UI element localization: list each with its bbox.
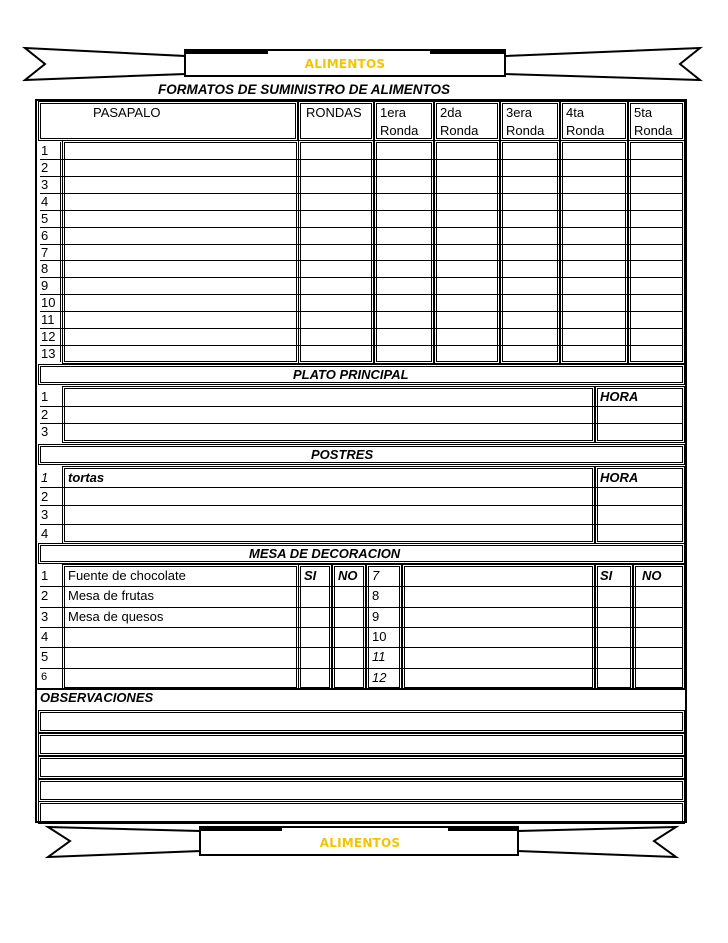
table-row[interactable]	[40, 468, 683, 487]
pasapalo-number-divider	[60, 142, 61, 362]
row-number: 12	[41, 329, 56, 345]
row-number: 3	[41, 608, 49, 624]
ronda-4-header	[562, 103, 626, 139]
table-row[interactable]	[40, 524, 683, 543]
ronda-5-number: 5ta	[634, 105, 653, 120]
table-row[interactable]	[40, 277, 683, 294]
observaciones-line[interactable]	[40, 735, 683, 754]
ronda-1-label: Ronda	[380, 123, 419, 138]
row-number: 5	[41, 210, 49, 226]
table-row[interactable]	[40, 176, 683, 193]
table-row[interactable]	[40, 193, 683, 210]
ronda-5-header	[630, 103, 683, 139]
table-row[interactable]	[40, 668, 683, 688]
mesa-item-label: Mesa de quesos	[68, 608, 164, 624]
observaciones-top-border	[37, 688, 685, 690]
row-number: 2	[41, 159, 49, 175]
postres-bar	[40, 446, 683, 463]
banner-top-label: ALIMENTOS	[304, 57, 386, 71]
table-row[interactable]	[40, 159, 683, 176]
ronda-3-number: 3era	[506, 105, 533, 120]
row-number: 3	[41, 507, 49, 522]
row-number: 1	[41, 389, 49, 404]
ronda-2-label: Ronda	[440, 123, 479, 138]
row-number: 1	[41, 568, 49, 583]
plato-principal-heading: PLATO PRINCIPAL	[293, 367, 409, 382]
form-title: FORMATOS DE SUMINISTRO DE ALIMENTOS	[158, 82, 451, 97]
ronda-3-header	[502, 103, 558, 139]
row-number: 2	[41, 488, 49, 504]
observaciones-heading: OBSERVACIONES	[40, 690, 154, 705]
row-number: 4	[41, 629, 49, 644]
ronda-4-label: Ronda	[566, 123, 605, 138]
top-banner	[0, 46, 728, 86]
table-row[interactable]	[40, 260, 683, 277]
table-row[interactable]	[40, 227, 683, 244]
row-number: 5	[41, 649, 49, 665]
row-number: 3	[41, 176, 49, 192]
row-number: 7	[41, 244, 49, 260]
observaciones-line[interactable]	[40, 803, 683, 822]
bottom-banner	[0, 823, 728, 863]
row-number: 9	[41, 278, 49, 294]
row-number: 1	[41, 470, 49, 485]
table-row[interactable]	[40, 244, 683, 261]
ronda-4-number: 4ta	[566, 105, 585, 120]
plato-principal-bar	[40, 366, 683, 383]
table-row[interactable]	[40, 423, 683, 441]
row-number: 1	[41, 143, 49, 158]
mesa-decoracion-heading: MESA DE DECORACION	[249, 546, 401, 561]
table-row[interactable]	[40, 388, 683, 406]
ronda-5-label: Ronda	[634, 123, 673, 138]
mesa-no-label: NO	[338, 568, 358, 583]
table-row[interactable]	[40, 311, 683, 328]
row-number: 2	[41, 406, 49, 422]
postres-hora-label: HORA	[600, 470, 639, 485]
ronda-1-number: 1era	[380, 105, 407, 120]
mesa-item-label: Fuente de chocolate	[68, 568, 186, 583]
pasapalo-header: PASAPALO	[93, 105, 161, 120]
table-row[interactable]	[40, 142, 683, 159]
rondas-header-cell	[300, 103, 372, 139]
observaciones-line[interactable]	[40, 758, 683, 777]
row-number: 8	[372, 588, 380, 604]
ronda-1-header	[376, 103, 432, 139]
observaciones-line[interactable]	[40, 781, 683, 800]
banner-bottom-label: ALIMENTOS	[319, 836, 401, 850]
row-number: 4	[41, 193, 49, 209]
row-number: 6	[41, 227, 49, 243]
table-row[interactable]	[40, 210, 683, 227]
mesa-si-label: SI	[304, 568, 317, 583]
row-number: 11	[372, 649, 386, 665]
row-number: 10	[41, 295, 56, 311]
table-row[interactable]	[40, 406, 683, 424]
table-row[interactable]	[40, 294, 683, 311]
table-row[interactable]	[40, 345, 683, 362]
row-number: 9	[372, 608, 380, 624]
mesa-item-label: Mesa de frutas	[68, 588, 154, 604]
table-row[interactable]	[40, 328, 683, 345]
table-row[interactable]	[40, 487, 683, 506]
ronda-2-number: 2da	[440, 105, 462, 120]
row-number: 4	[41, 525, 49, 541]
row-number: 13	[41, 346, 56, 362]
table-row[interactable]	[40, 627, 683, 647]
row-number: 12	[372, 669, 387, 685]
ronda-2-header	[436, 103, 498, 139]
row-number: 8	[41, 261, 49, 277]
table-row[interactable]	[40, 647, 683, 667]
plato-hora-label: HORA	[600, 389, 639, 404]
row-number: 3	[41, 424, 49, 439]
row-number: 7	[372, 568, 380, 583]
rondas-header: RONDAS	[306, 105, 362, 120]
pasapalo-header-cell	[40, 103, 296, 139]
row-number: 6	[41, 670, 48, 683]
mesa-decoracion-bar	[40, 545, 683, 562]
mesa-no-label-right: NO	[642, 568, 662, 583]
row-number: 10	[372, 629, 387, 644]
postres-item-1: tortas	[68, 470, 105, 485]
postres-heading: POSTRES	[311, 447, 374, 462]
mesa-si-label-right: SI	[600, 568, 613, 583]
observaciones-line[interactable]	[40, 712, 683, 731]
row-number: 11	[41, 312, 55, 328]
table-row[interactable]	[40, 505, 683, 524]
ronda-3-label: Ronda	[506, 123, 545, 138]
row-number: 2	[41, 588, 49, 604]
